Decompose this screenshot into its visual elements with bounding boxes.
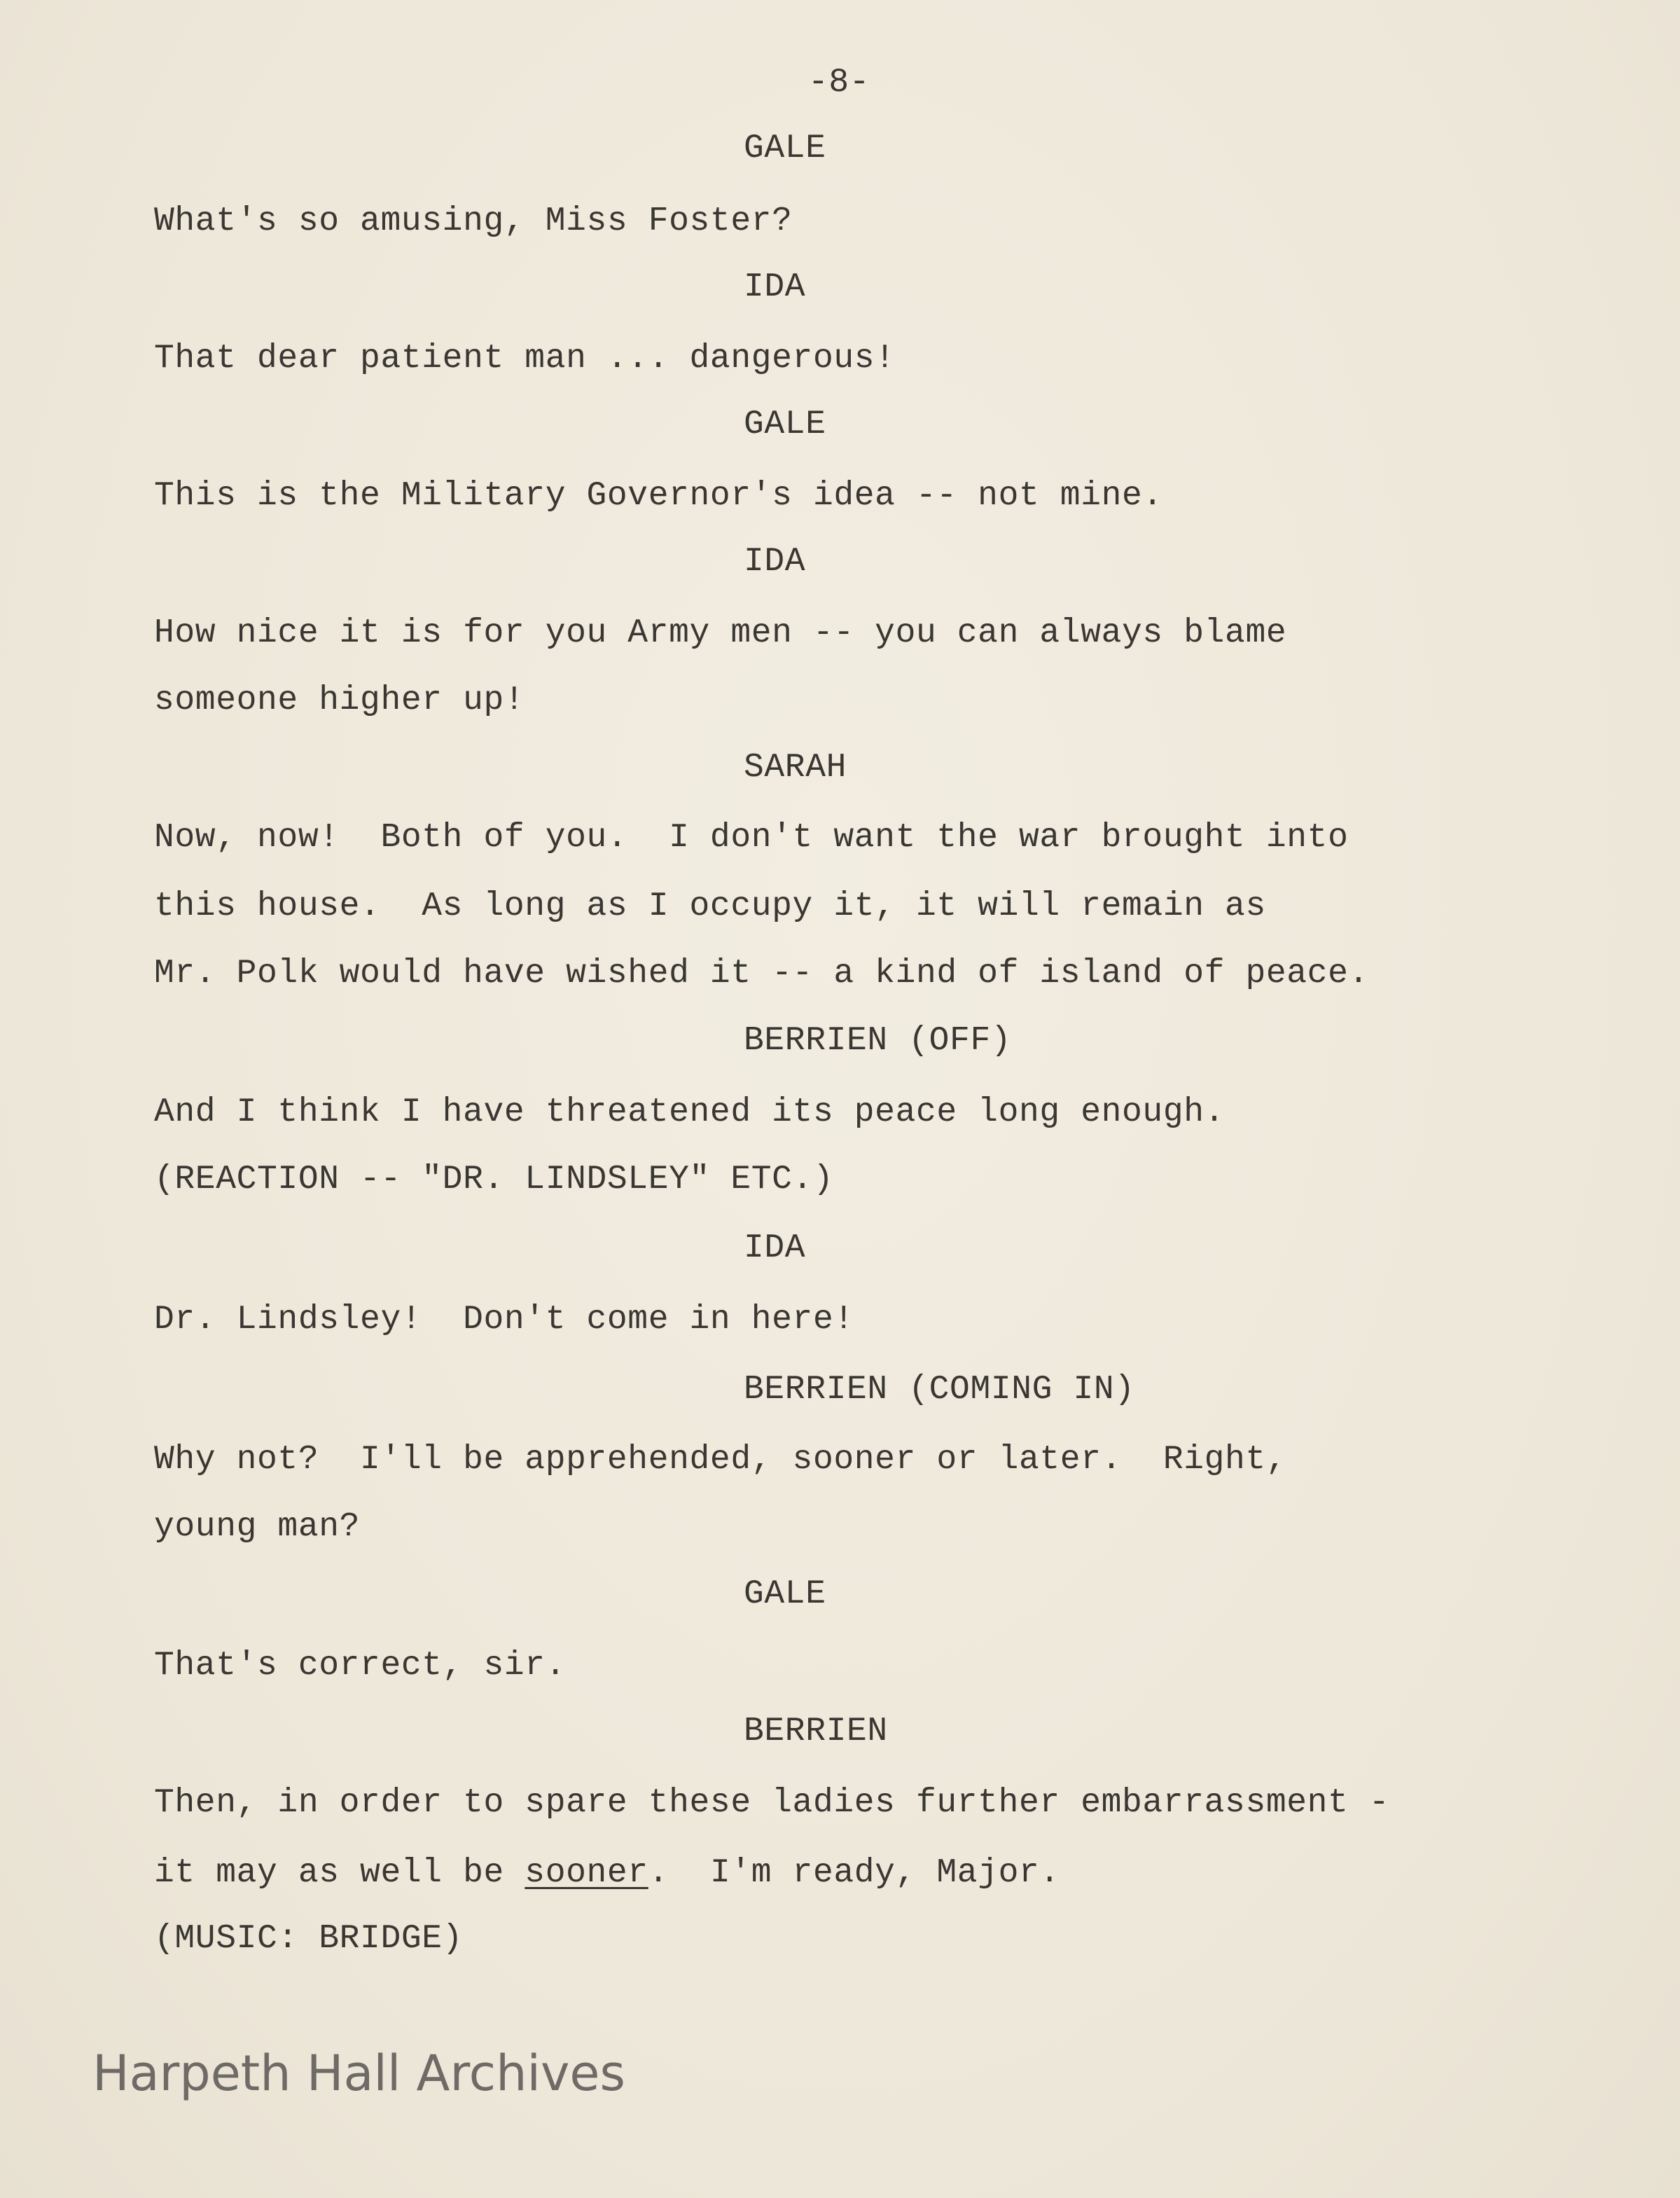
dialogue-line: And I think I have threatened its peace long enough. (154, 1093, 1226, 1131)
dialogue-line: How nice it is for you Army men -- you can always blame (154, 614, 1287, 652)
dialogue-line (154, 1852, 1060, 1894)
dialogue-line: Then, in order to spare these ladies further embarrassment - (154, 1784, 1390, 1822)
dialogue-line: young man? (154, 1508, 361, 1546)
stage-direction: (MUSIC: BRIDGE) (154, 1920, 464, 1958)
dialogue-line: Dr. Lindsley! Don't come in here! (154, 1301, 854, 1339)
dialogue-line: this house. As long as I occupy it, it will remain as (154, 887, 1266, 925)
speaker-name: GALE (744, 1575, 826, 1613)
dialogue-line: someone higher up! (154, 682, 525, 719)
underlined-word: sooner (525, 1854, 648, 1892)
dialogue-line: That dear patient man ... dangerous! (154, 340, 896, 378)
stage-direction: (REACTION -- "DR. LINDSLEY" ETC.) (154, 1161, 834, 1198)
dialogue-line: Now, now! Both of you. I don't want the war brought into (154, 819, 1349, 857)
speaker-name: BERRIEN (OFF) (744, 1022, 1012, 1060)
page-number: -8- (808, 64, 870, 102)
speaker-name: BERRIEN (COMING IN) (744, 1371, 1135, 1409)
speaker-name: GALE (744, 406, 826, 443)
dialogue-line: That's correct, sir. (154, 1647, 567, 1685)
dialogue-line: What's so amusing, Miss Foster? (154, 202, 793, 240)
speaker-name: SARAH (744, 749, 847, 787)
speaker-name: BERRIEN (744, 1713, 888, 1750)
dialogue-text: . I'm ready, Major. (648, 1854, 1060, 1892)
speaker-name: GALE (744, 130, 826, 167)
dialogue-line: This is the Military Governor's idea -- not mine. (154, 477, 1163, 515)
speaker-name: IDA (744, 543, 806, 581)
speaker-name: IDA (744, 268, 806, 306)
archive-watermark: Harpeth Hall Archives (92, 2045, 625, 2102)
speaker-name: IDA (744, 1229, 806, 1267)
dialogue-text: it may as well be (154, 1854, 525, 1892)
dialogue-line: Why not? I'll be apprehended, sooner or later. Right, (154, 1441, 1287, 1479)
dialogue-line: Mr. Polk would have wished it -- a kind of island of peace. (154, 955, 1369, 993)
